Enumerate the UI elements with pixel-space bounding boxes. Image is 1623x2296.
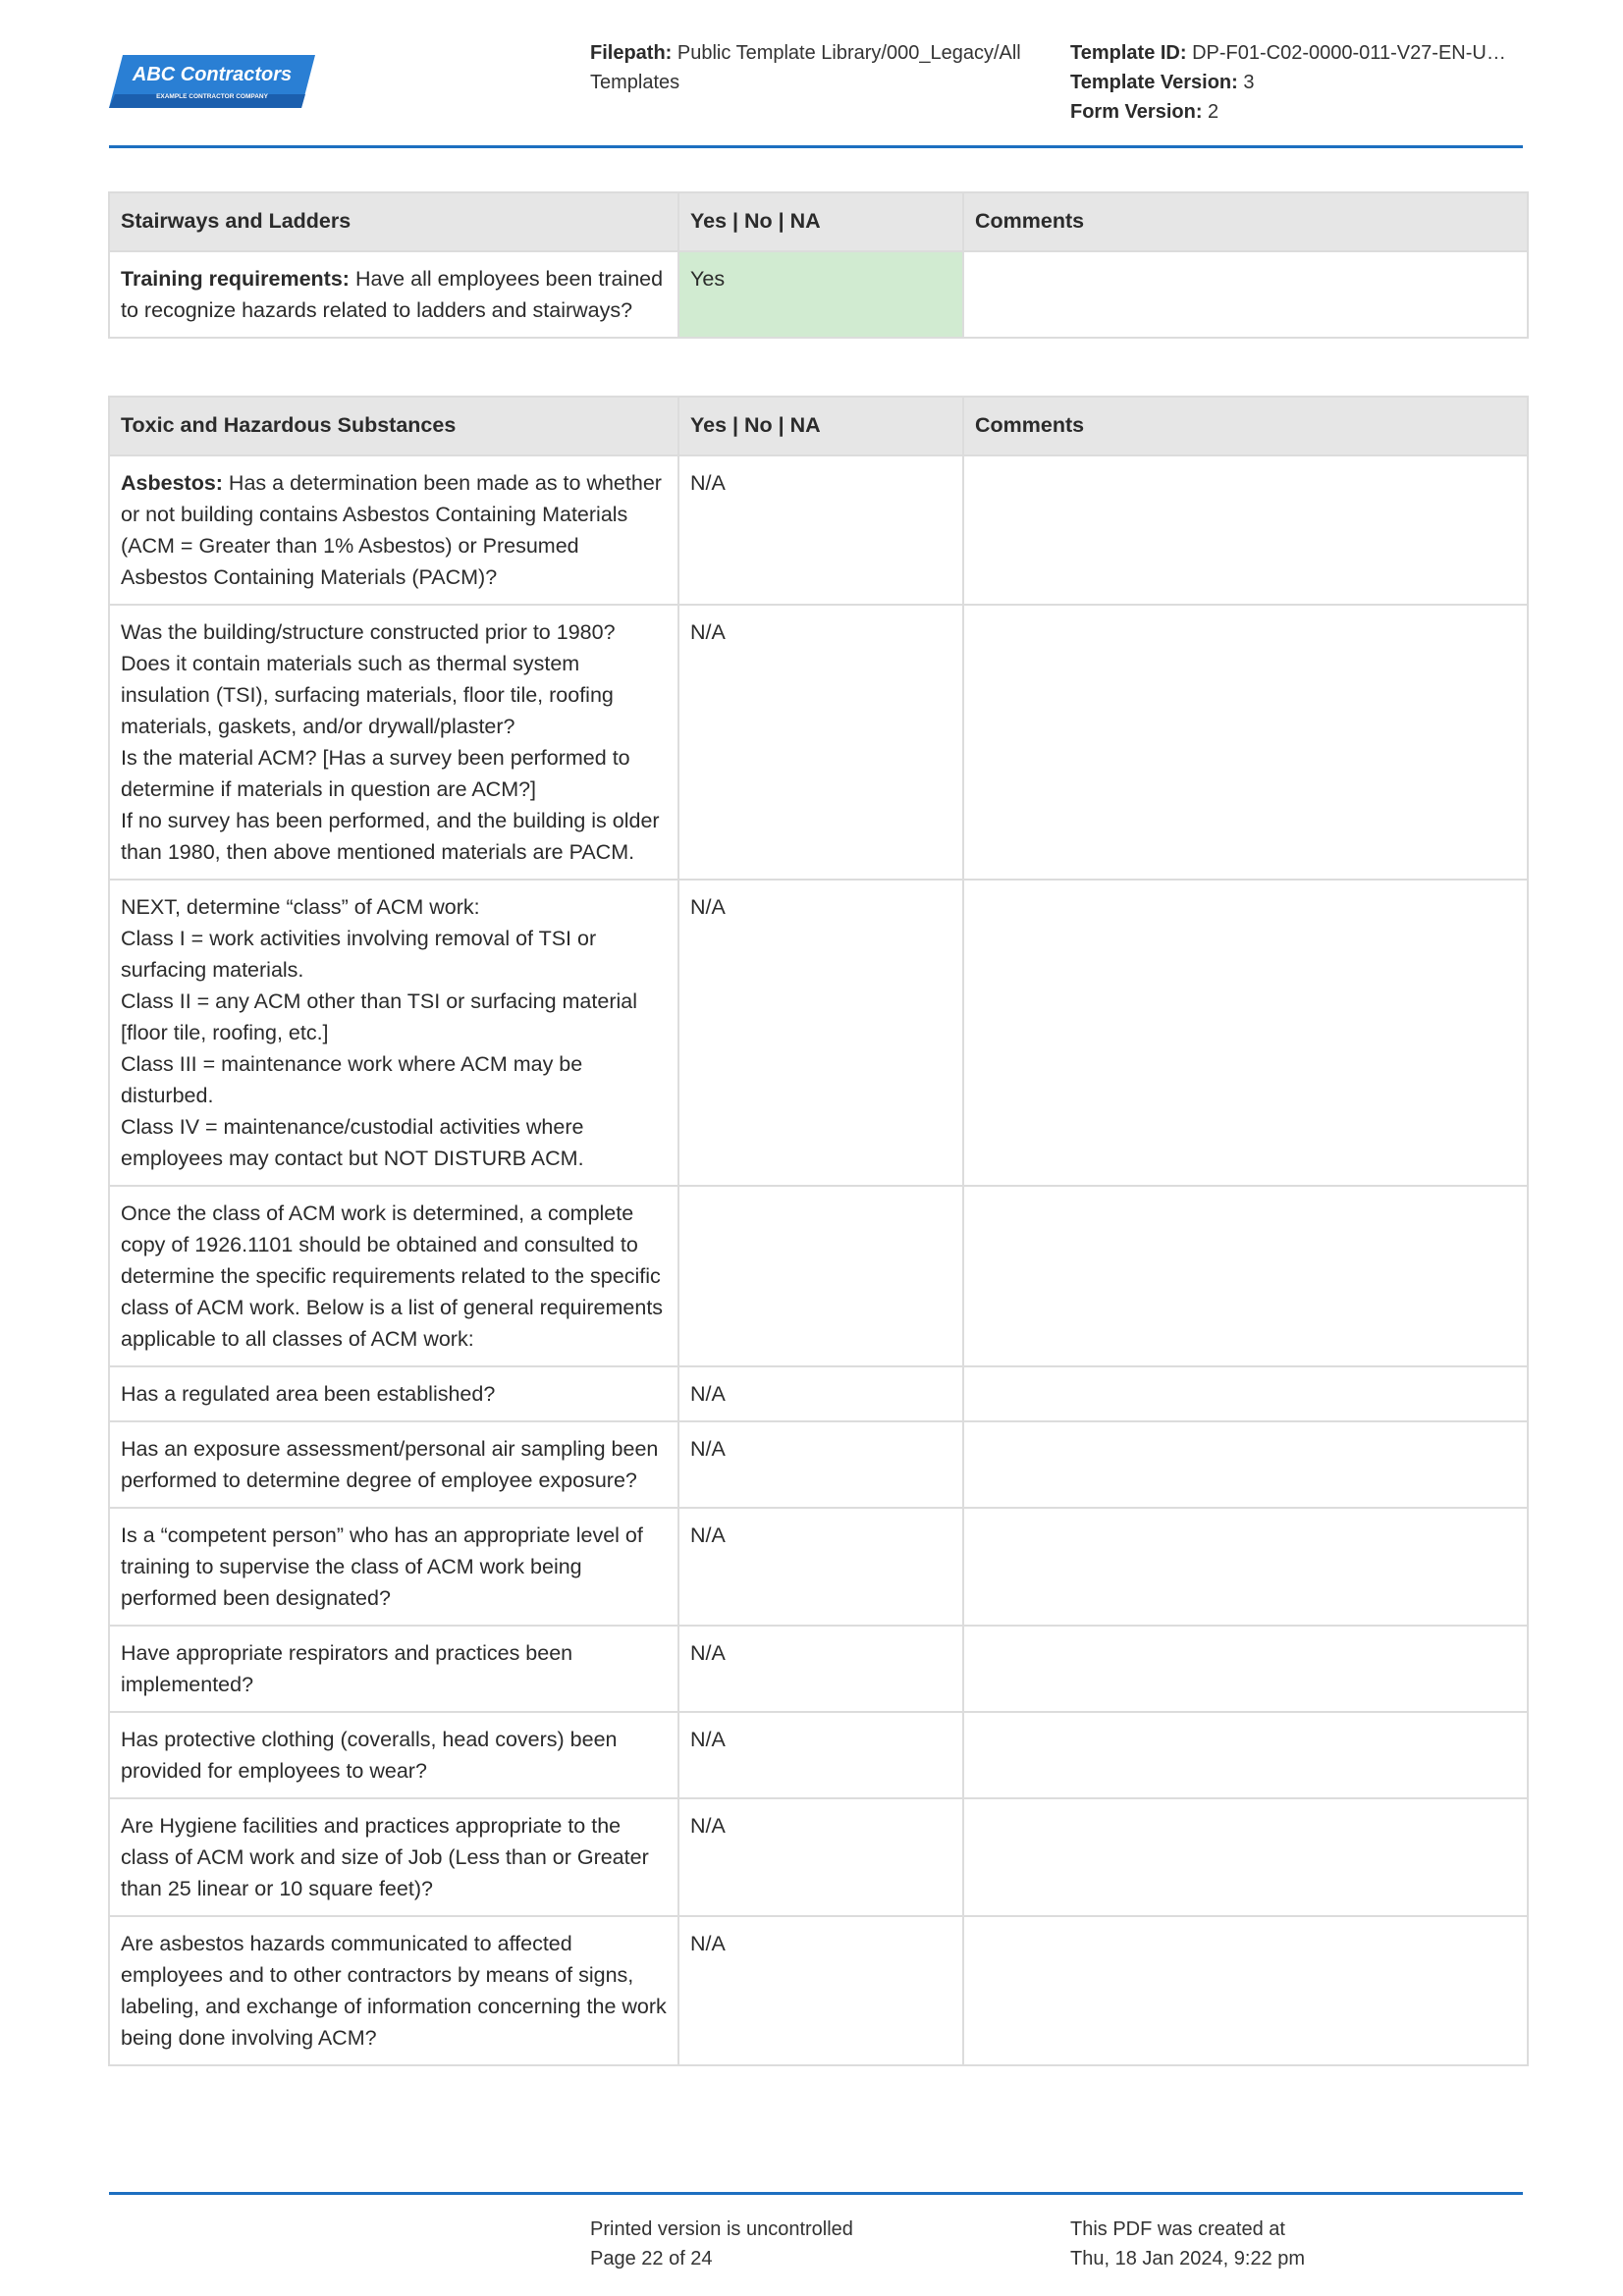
comment-cell[interactable] <box>963 880 1528 1186</box>
question-cell: Once the class of ACM work is determined, a complete copy of 1926.1101 should be obtained and consulted to determine the specific requirements related to the specific class of ACM work. Below is a list of general requirements applicable to all classes of ACM work: <box>109 1186 678 1366</box>
question-line: Class I = work activities involving removal of TSI or surfacing materials. <box>121 927 597 982</box>
answer-cell[interactable]: N/A <box>678 1626 963 1712</box>
answer-cell[interactable]: N/A <box>678 1916 963 2065</box>
question-line: Class II = any ACM other than TSI or surfacing material [floor tile, roofing, etc.] <box>121 989 637 1044</box>
table-row <box>109 880 1528 1186</box>
template-id-value: DP-F01-C02-0000-011-V27-EN-U… <box>1192 42 1506 64</box>
stairways-ladders-table <box>108 191 1529 339</box>
question-cell: Are asbestos hazards communicated to affected employees and to other contractors by means of signs, labeling, and exchange of information concerning the work being done involving ACM? <box>109 1916 678 2065</box>
question-line: Class III = maintenance work where ACM may be disturbed. <box>121 1052 583 1107</box>
question-cell: Has a regulated area been established? <box>109 1366 678 1421</box>
question-cell: Have appropriate respirators and practices been implemented? <box>109 1626 678 1712</box>
answer-cell[interactable]: N/A <box>678 605 963 880</box>
table-row <box>109 1798 1528 1916</box>
toxic-hazardous-table <box>108 396 1529 2066</box>
company-logo <box>109 51 315 112</box>
answer-cell[interactable]: Yes <box>678 251 963 338</box>
filepath-block <box>590 38 1052 97</box>
question-line: NEXT, determine “class” of ACM work: <box>121 895 480 919</box>
question-cell: Has protective clothing (coveralls, head covers) been provided for employees to wear? <box>109 1712 678 1798</box>
comment-cell[interactable] <box>963 1798 1528 1916</box>
logo-subtitle: EXAMPLE CONTRACTOR COMPANY <box>156 93 268 100</box>
table-row <box>109 1186 1528 1366</box>
question-text: Have all employees been trained to recognize hazards related to ladders and stairways? <box>121 267 664 322</box>
comment-cell[interactable] <box>963 1916 1528 2065</box>
answer-column-header: Yes | No | NA <box>678 192 963 251</box>
question-line: If no survey has been performed, and the building is older than 1980, then above mentioned materials are PACM. <box>121 809 660 864</box>
table-row <box>109 1421 1528 1508</box>
answer-cell[interactable]: N/A <box>678 880 963 1186</box>
answer-cell[interactable]: N/A <box>678 1508 963 1626</box>
table-row <box>109 251 1528 338</box>
form-version-value: 2 <box>1208 101 1219 123</box>
comment-cell[interactable] <box>963 1366 1528 1421</box>
answer-cell[interactable]: N/A <box>678 1798 963 1916</box>
comment-cell[interactable] <box>963 251 1528 338</box>
answer-cell[interactable]: N/A <box>678 1421 963 1508</box>
comment-cell[interactable] <box>963 1186 1528 1366</box>
comment-cell[interactable] <box>963 455 1528 605</box>
comment-cell[interactable] <box>963 605 1528 880</box>
footer-created-info <box>1070 2215 1305 2273</box>
table-row <box>109 1916 1528 2065</box>
page-footer <box>109 2192 1523 2269</box>
table-row <box>109 1712 1528 1798</box>
question-cell: Are Hygiene facilities and practices appropriate to the class of ACM work and size of Job (Less than or Greater than 25 linear or 10 square feet)? <box>109 1798 678 1916</box>
filepath-label: Filepath: <box>590 42 673 64</box>
table-row <box>109 1626 1528 1712</box>
question-cell <box>109 251 678 338</box>
table-row <box>109 605 1528 880</box>
answer-column-header: Yes | No | NA <box>678 397 963 455</box>
table-row <box>109 1508 1528 1626</box>
form-version-label: Form Version: <box>1070 101 1203 123</box>
section-title: Stairways and Ladders <box>109 192 678 251</box>
question-cell: Is a “competent person” who has an appropriate level of training to supervise the class of ACM work being performed been designated? <box>109 1508 678 1626</box>
template-id-label: Template ID: <box>1070 42 1187 64</box>
question-label: Training requirements: <box>121 267 350 291</box>
comments-column-header: Comments <box>963 192 1528 251</box>
page-header <box>109 0 1523 148</box>
answer-cell[interactable]: N/A <box>678 1366 963 1421</box>
created-label: This PDF was created at <box>1070 2218 1285 2240</box>
section-title: Toxic and Hazardous Substances <box>109 397 678 455</box>
comment-cell[interactable] <box>963 1421 1528 1508</box>
table-row <box>109 455 1528 605</box>
question-cell <box>109 455 678 605</box>
question-line: Was the building/structure constructed prior to 1980? Does it contain materials such as thermal system insulation (TSI), surfacing materials, floor tile, roofing materials, gaskets, and/or drywall/plaster? <box>121 620 616 738</box>
answer-cell[interactable]: N/A <box>678 1712 963 1798</box>
question-text: Has a determination been made as to whether or not building contains Asbestos Containing Materials (ACM = Greater than 1% Asbestos) or Presumed Asbestos Containing Materials (PACM)? <box>121 471 662 589</box>
comment-cell[interactable] <box>963 1712 1528 1798</box>
question-line: Is the material ACM? [Has a survey been performed to determine if materials in question are ACM?] <box>121 746 630 801</box>
table-header-row <box>109 397 1528 455</box>
comment-cell[interactable] <box>963 1508 1528 1626</box>
table-header-row <box>109 192 1528 251</box>
table-row <box>109 1366 1528 1421</box>
logo-title: ABC Contractors <box>132 64 293 85</box>
comments-column-header: Comments <box>963 397 1528 455</box>
uncontrolled-notice: Printed version is uncontrolled <box>590 2218 853 2240</box>
answer-cell[interactable] <box>678 1186 963 1366</box>
page-number: Page 22 of 24 <box>590 2248 713 2269</box>
question-line: Class IV = maintenance/custodial activities where employees may contact but NOT DISTURB ACM. <box>121 1115 584 1170</box>
question-label: Asbestos: <box>121 471 223 495</box>
question-cell: Has an exposure assessment/personal air sampling been performed to determine degree of employee exposure? <box>109 1421 678 1508</box>
question-cell <box>109 605 678 880</box>
answer-cell[interactable]: N/A <box>678 455 963 605</box>
filepath-value: Public Template Library/000_Legacy/All Templates <box>590 42 1021 93</box>
comment-cell[interactable] <box>963 1626 1528 1712</box>
template-info-block <box>1070 38 1532 127</box>
template-version-value: 3 <box>1243 72 1255 93</box>
template-version-label: Template Version: <box>1070 72 1238 93</box>
footer-print-info <box>590 2215 853 2273</box>
question-cell <box>109 880 678 1186</box>
created-timestamp: Thu, 18 Jan 2024, 9:22 pm <box>1070 2248 1306 2269</box>
